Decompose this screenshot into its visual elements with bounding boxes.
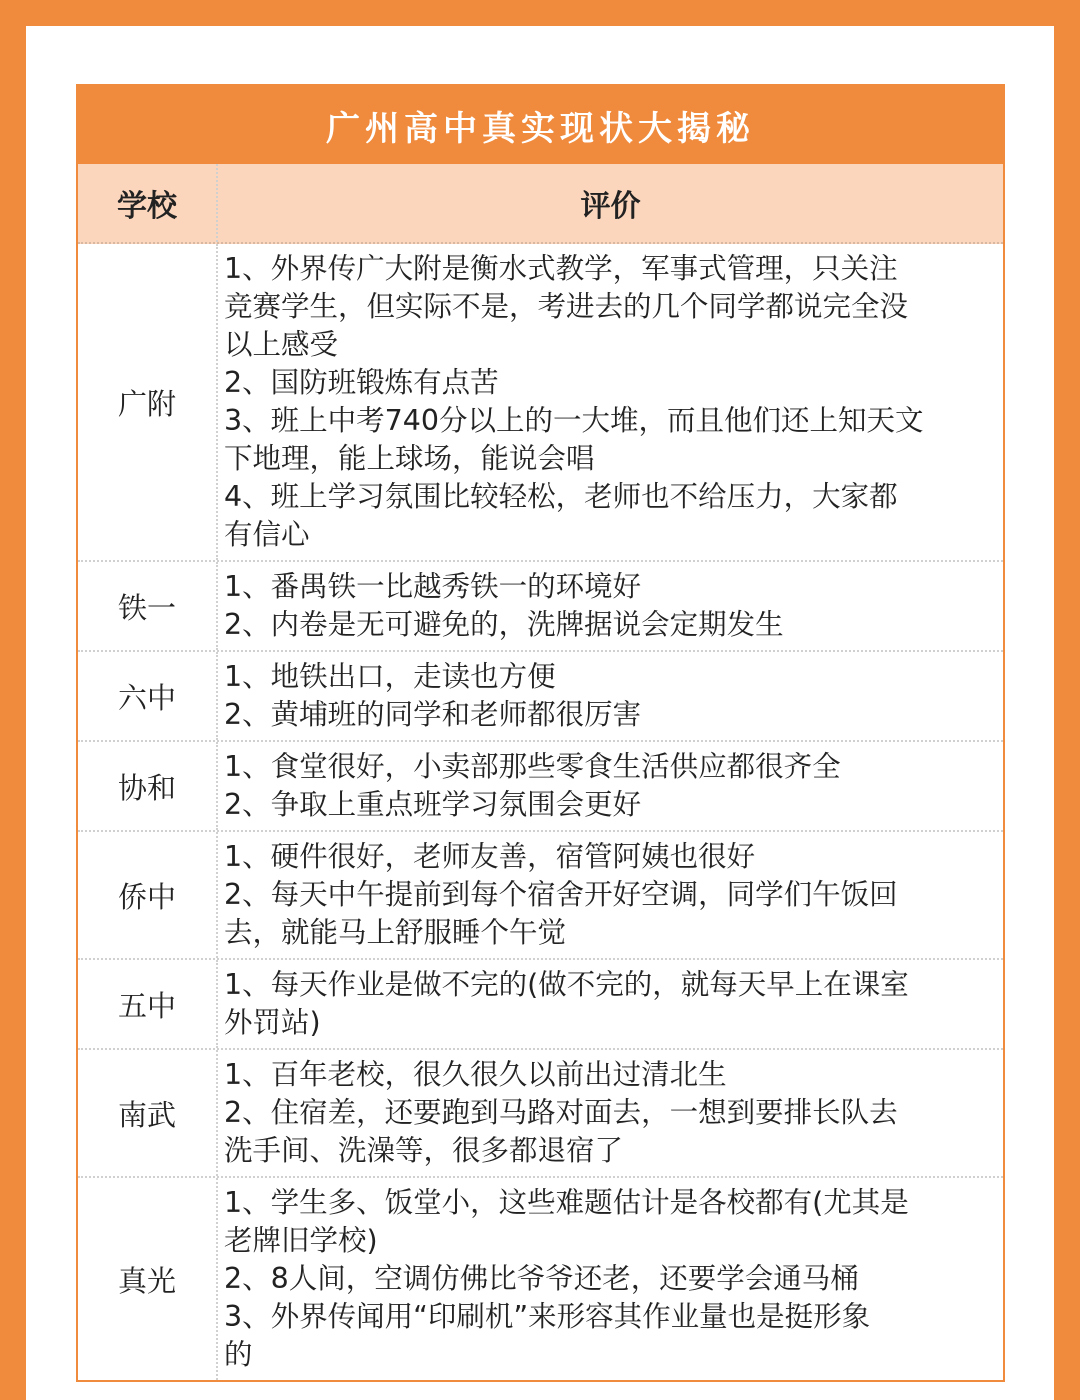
table-row bbox=[78, 960, 1003, 1050]
evaluation-line: 1、百年老校，很久很久以前出过清北生 bbox=[224, 1058, 727, 1091]
evaluation-line: 以上感受 bbox=[224, 328, 339, 361]
evaluation-line: 1、每天作业是做不完的(做不完的，就每天早上在课室 bbox=[224, 968, 909, 1001]
table-row bbox=[78, 244, 1003, 562]
table-body bbox=[78, 244, 1003, 1380]
evaluation-line: 1、地铁出口，走读也方便 bbox=[224, 660, 556, 693]
evaluation-line: 竞赛学生，但实际不是，考进去的几个同学都说完全没 bbox=[224, 290, 909, 323]
table-row bbox=[78, 742, 1003, 832]
evaluation-cell bbox=[218, 562, 1003, 650]
evaluation-cell bbox=[218, 1050, 1003, 1176]
evaluation-line: 的 bbox=[224, 1338, 253, 1371]
evaluation-line: 2、黄埔班的同学和老师都很厉害 bbox=[224, 698, 642, 731]
school-name-cell: 侨中 bbox=[78, 832, 218, 958]
table-row bbox=[78, 832, 1003, 960]
header-evaluation: 评价 bbox=[580, 189, 641, 224]
evaluation-line: 有信心 bbox=[224, 518, 310, 551]
school-name-cell: 真光 bbox=[78, 1178, 218, 1380]
table-row bbox=[78, 1178, 1003, 1380]
evaluation-cell bbox=[218, 960, 1003, 1048]
school-review-table bbox=[76, 84, 1005, 1382]
table-row bbox=[78, 652, 1003, 742]
evaluation-cell bbox=[218, 1178, 1003, 1380]
evaluation-line: 3、班上中考740分以上的一大堆，而且他们还上知天文 bbox=[224, 404, 924, 437]
evaluation-cell bbox=[218, 652, 1003, 740]
table-row bbox=[78, 562, 1003, 652]
evaluation-line: 3、外界传闻用“印刷机”来形容其作业量也是挺形象 bbox=[224, 1300, 871, 1333]
evaluation-line: 4、班上学习氛围比较轻松，老师也不给压力，大家都 bbox=[224, 480, 898, 513]
content-card bbox=[26, 26, 1054, 1400]
evaluation-line: 1、食堂很好，小卖部那些零食生活供应都很齐全 bbox=[224, 750, 841, 783]
table-row bbox=[78, 1050, 1003, 1178]
evaluation-line: 2、争取上重点班学习氛围会更好 bbox=[224, 788, 642, 821]
school-name-cell: 协和 bbox=[78, 742, 218, 830]
evaluation-cell bbox=[218, 832, 1003, 958]
evaluation-line: 洗手间、洗澡等，很多都退宿了 bbox=[224, 1134, 624, 1167]
school-name-cell: 南武 bbox=[78, 1050, 218, 1176]
evaluation-line: 1、外界传广大附是衡水式教学，军事式管理，只关注 bbox=[224, 252, 898, 285]
school-name-cell: 五中 bbox=[78, 960, 218, 1048]
table-title: 广州高中真实现状大揭秘 bbox=[78, 86, 1003, 164]
evaluation-line: 老牌旧学校) bbox=[224, 1224, 378, 1257]
evaluation-line: 2、8人间，空调仿佛比爷爷还老，还要学会通马桶 bbox=[224, 1262, 859, 1295]
evaluation-line: 外罚站) bbox=[224, 1006, 321, 1039]
evaluation-cell bbox=[218, 742, 1003, 830]
evaluation-line: 2、国防班锻炼有点苦 bbox=[224, 366, 499, 399]
table-header-row bbox=[78, 164, 1003, 244]
evaluation-line: 1、学生多、饭堂小，这些难题估计是各校都有(尤其是 bbox=[224, 1186, 909, 1219]
evaluation-line: 2、每天中午提前到每个宿舍开好空调，同学们午饭回 bbox=[224, 878, 898, 911]
evaluation-line: 去，就能马上舒服睡个午觉 bbox=[224, 916, 567, 949]
evaluation-line: 2、住宿差，还要跑到马路对面去，一想到要排长队去 bbox=[224, 1096, 898, 1129]
evaluation-cell bbox=[218, 244, 1003, 560]
evaluation-line: 2、内卷是无可避免的，洗牌据说会定期发生 bbox=[224, 608, 784, 641]
evaluation-line: 1、硬件很好，老师友善，宿管阿姨也很好 bbox=[224, 840, 756, 873]
evaluation-line: 下地理，能上球场，能说会唱 bbox=[224, 442, 595, 475]
school-name-cell: 铁一 bbox=[78, 562, 218, 650]
school-name-cell: 六中 bbox=[78, 652, 218, 740]
evaluation-line: 1、番禺铁一比越秀铁一的环境好 bbox=[224, 570, 642, 603]
school-name-cell: 广附 bbox=[78, 244, 218, 560]
header-school: 学校 bbox=[78, 164, 218, 242]
